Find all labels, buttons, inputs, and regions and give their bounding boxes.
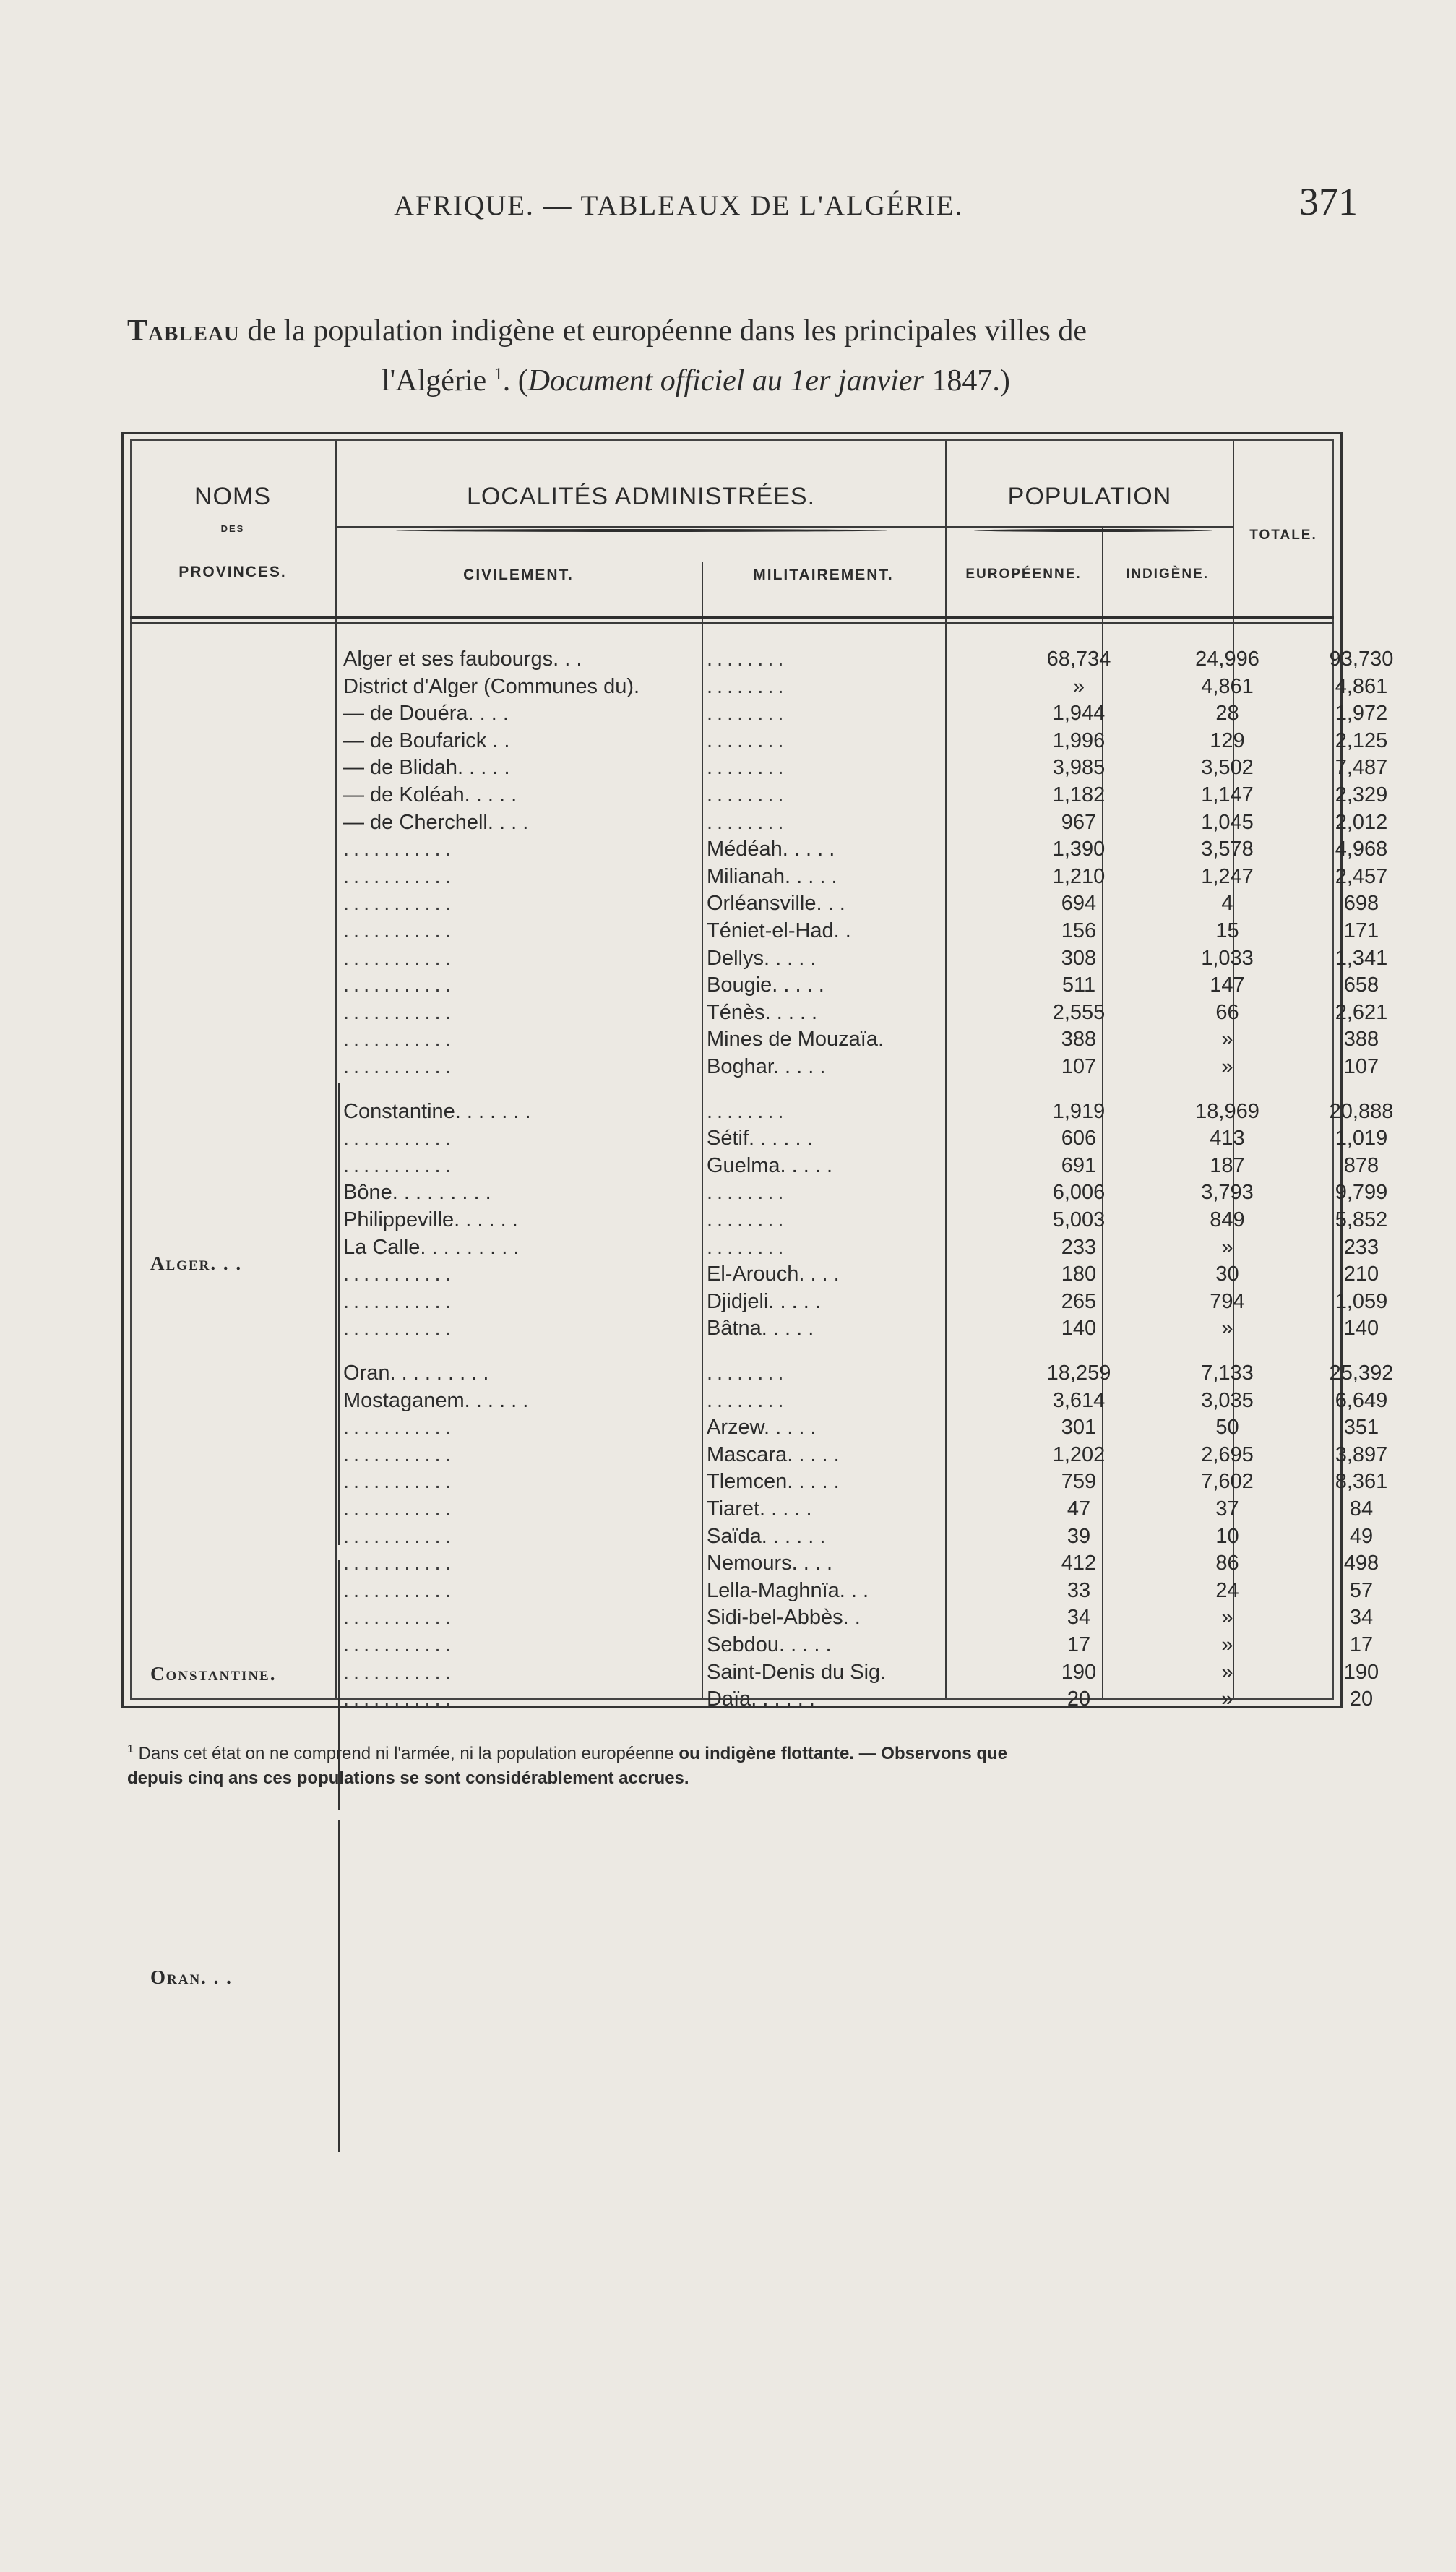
- cell-europeenne: 33: [1067, 1579, 1091, 1602]
- cell-indigene: 15: [1215, 919, 1239, 942]
- cell-civilement: Bône. . . . . . . . .: [343, 1181, 491, 1204]
- cell-europeenne: 6,006: [1052, 1181, 1106, 1204]
- cell-indigene: 28: [1215, 702, 1239, 725]
- table-row: [121, 1470, 1388, 1497]
- cell-europeenne: 691: [1061, 1154, 1097, 1177]
- cell-europeenne: 1,210: [1052, 865, 1106, 888]
- brace-oran: [338, 1820, 345, 2152]
- cell-civilement-dots: ...........: [343, 1028, 455, 1051]
- cell-indigene: »: [1221, 1236, 1233, 1259]
- table-row: [121, 892, 1379, 919]
- table-row: [121, 1661, 1379, 1687]
- cell-indigene: 3,035: [1201, 1389, 1254, 1412]
- header-localites: LOCALITÉS ADMINISTRÉES.: [466, 483, 816, 510]
- table-row: [121, 1263, 1379, 1289]
- table-row: [121, 1443, 1388, 1470]
- table-row: [121, 1389, 1388, 1416]
- cell-europeenne: 2,555: [1052, 1001, 1106, 1024]
- running-title: AFRIQUE. — TABLEAUX DE L'ALGÉRIE.: [394, 190, 964, 221]
- cell-totale: 210: [1343, 1263, 1379, 1286]
- cell-totale: 6,649: [1335, 1389, 1388, 1412]
- rule-header-bottom-thin: [130, 622, 1334, 624]
- cell-indigene: 413: [1210, 1127, 1245, 1150]
- table-row: [121, 756, 1388, 783]
- cell-indigene: »: [1221, 1661, 1233, 1684]
- cell-indigene: 129: [1210, 729, 1245, 752]
- cell-europeenne: 301: [1061, 1416, 1097, 1439]
- cell-militairement: Médéah. . . . .: [707, 838, 835, 861]
- table-row: [121, 1687, 1374, 1714]
- table-row: [121, 1236, 1379, 1263]
- cell-civilement-dots: ...........: [343, 1055, 455, 1078]
- title-line2-prefix: l'Algérie: [382, 364, 494, 397]
- cell-europeenne: 1,390: [1052, 838, 1106, 861]
- cell-indigene: 66: [1215, 1001, 1239, 1024]
- table-row: [121, 648, 1394, 674]
- cell-europeenne: 39: [1067, 1525, 1091, 1548]
- cell-civilement-dots: ...........: [343, 1290, 455, 1313]
- cell-indigene: »: [1221, 1633, 1233, 1656]
- page-number: 371: [1299, 180, 1358, 223]
- table-row: [121, 973, 1379, 1000]
- header-noms: NOMS: [194, 483, 271, 510]
- cell-indigene: »: [1221, 1687, 1233, 1711]
- header-militairement: MILITAIREMENT.: [753, 567, 894, 583]
- table-row: [121, 783, 1388, 810]
- cell-europeenne: 3,985: [1052, 756, 1106, 779]
- table-row: [121, 1055, 1379, 1082]
- cell-indigene: 3,502: [1201, 756, 1254, 779]
- cell-civilement-dots: ...........: [343, 1525, 455, 1548]
- table-row: [121, 1552, 1379, 1578]
- footnote-mark: 1: [127, 1743, 134, 1755]
- table-row: [121, 1154, 1379, 1181]
- title-line1: de la population indigène et européenne dans les principales villes de: [239, 314, 1087, 348]
- cell-indigene: 30: [1215, 1263, 1239, 1286]
- cell-indigene: 794: [1210, 1290, 1245, 1313]
- cell-totale: 2,125: [1335, 729, 1388, 752]
- cell-totale: 4,968: [1335, 838, 1388, 861]
- cell-militairement: Tlemcen. . . . .: [707, 1470, 840, 1493]
- cell-militairement: Orléansville. . .: [707, 892, 845, 915]
- cell-indigene: 4: [1221, 892, 1233, 915]
- table-row: [121, 865, 1388, 892]
- cell-totale: 25,392: [1329, 1362, 1394, 1385]
- cell-militairement: El-Arouch. . . .: [707, 1263, 840, 1286]
- cell-militairement: Nemours. . . .: [707, 1552, 833, 1575]
- cell-militairement: Sidi-bel-Abbès. .: [707, 1606, 861, 1629]
- cell-civilement-dots: ...........: [343, 1633, 455, 1656]
- cell-indigene: 7,133: [1201, 1362, 1254, 1385]
- table-row: [121, 919, 1379, 946]
- cell-indigene: 86: [1215, 1552, 1239, 1575]
- cell-militairement-dots: ........: [707, 729, 788, 752]
- cell-europeenne: 759: [1061, 1470, 1097, 1493]
- table-row: [121, 1579, 1374, 1606]
- cell-militairement: Ténès. . . . .: [707, 1001, 818, 1024]
- cell-civilement-dots: ...........: [343, 919, 455, 942]
- cell-totale: 3,897: [1335, 1443, 1388, 1466]
- cell-civilement-dots: ...........: [343, 838, 455, 861]
- cell-europeenne: »: [1072, 675, 1085, 698]
- cell-totale: 2,329: [1335, 783, 1388, 807]
- cell-indigene: »: [1221, 1028, 1233, 1051]
- cell-totale: 5,852: [1335, 1208, 1388, 1231]
- cell-militairement: Lella-Maghnïa. . .: [707, 1579, 869, 1602]
- cell-indigene: 24,996: [1195, 648, 1259, 671]
- cell-totale: 8,361: [1335, 1470, 1388, 1493]
- cell-europeenne: 190: [1061, 1661, 1097, 1684]
- cell-militairement-dots: ........: [707, 756, 788, 779]
- cell-totale: 658: [1343, 973, 1379, 997]
- cell-totale: 351: [1343, 1416, 1379, 1439]
- cell-indigene: 3,578: [1201, 838, 1254, 861]
- cell-indigene: 37: [1215, 1497, 1239, 1521]
- cell-europeenne: 1,202: [1052, 1443, 1106, 1466]
- cell-civilement-dots: ...........: [343, 1497, 455, 1521]
- cell-civilement-dots: ...........: [343, 1606, 455, 1629]
- cell-totale: 49: [1349, 1525, 1374, 1548]
- cell-totale: 1,972: [1335, 702, 1388, 725]
- cell-civilement: Oran. . . . . . . . .: [343, 1362, 489, 1385]
- province-alger: Alger. . .: [150, 1252, 243, 1274]
- cell-indigene: 1,045: [1201, 811, 1254, 834]
- cell-civilement-dots: ...........: [343, 1154, 455, 1177]
- cell-totale: 20: [1349, 1687, 1374, 1711]
- cell-civilement: — de Douéra. . . .: [343, 702, 509, 725]
- cell-europeenne: 1,944: [1052, 702, 1106, 725]
- cell-europeenne: 308: [1061, 947, 1097, 970]
- footnote: [127, 1737, 1348, 1791]
- cell-totale: 171: [1343, 919, 1379, 942]
- province-oran: Oran. . .: [150, 1966, 233, 1988]
- cell-totale: 57: [1349, 1579, 1374, 1602]
- table-row: [121, 675, 1388, 702]
- table-row: [121, 1127, 1388, 1153]
- cell-civilement-dots: ...........: [343, 1552, 455, 1575]
- cell-indigene: 849: [1210, 1208, 1245, 1231]
- cell-europeenne: 18,259: [1046, 1362, 1111, 1385]
- cell-indigene: 10: [1215, 1525, 1239, 1548]
- cell-civilement-dots: ...........: [343, 1661, 455, 1684]
- cell-totale: 107: [1343, 1055, 1379, 1078]
- cell-indigene: 7,602: [1201, 1470, 1254, 1493]
- cell-militairement: Bâtna. . . . .: [707, 1317, 814, 1340]
- cell-europeenne: 233: [1061, 1236, 1097, 1259]
- cell-europeenne: 20: [1067, 1687, 1091, 1711]
- cell-civilement: Constantine. . . . . . .: [343, 1100, 531, 1123]
- cell-civilement-dots: ...........: [343, 865, 455, 888]
- cell-totale: 1,341: [1335, 947, 1388, 970]
- cell-militairement: Djidjeli. . . . .: [707, 1290, 821, 1313]
- table-row: [121, 702, 1388, 728]
- cell-civilement-dots: ...........: [343, 1127, 455, 1150]
- rule-header-bottom: [130, 616, 1334, 619]
- cell-militairement-dots: ........: [707, 783, 788, 807]
- cell-militairement: Sebdou. . . . .: [707, 1633, 832, 1656]
- title-italic: Document officiel au 1er janvier: [527, 364, 924, 397]
- cell-europeenne: 156: [1061, 919, 1097, 942]
- cell-totale: 698: [1343, 892, 1379, 915]
- cell-militairement: Milianah. . . . .: [707, 865, 837, 888]
- cell-civilement: Alger et ses faubourgs. . .: [343, 648, 582, 671]
- cell-europeenne: 1,182: [1052, 783, 1106, 807]
- table-row: [121, 947, 1388, 973]
- cell-militairement: Guelma. . . . .: [707, 1154, 833, 1177]
- cell-europeenne: 1,919: [1052, 1100, 1106, 1123]
- cell-indigene: 187: [1210, 1154, 1245, 1177]
- cell-indigene: 24: [1215, 1579, 1239, 1602]
- cell-militairement-dots: ........: [707, 1208, 788, 1231]
- cell-civilement-dots: ...........: [343, 1263, 455, 1286]
- cell-civilement: — de Boufarick . .: [343, 729, 510, 752]
- cell-totale: 498: [1343, 1552, 1379, 1575]
- cell-europeenne: 967: [1061, 811, 1097, 834]
- table-row: [121, 1208, 1388, 1235]
- table-title: [127, 309, 1341, 403]
- header-population: POPULATION: [1007, 483, 1172, 510]
- cell-totale: 878: [1343, 1154, 1379, 1177]
- cell-indigene: 1,147: [1201, 783, 1254, 807]
- table-row: [121, 1525, 1374, 1552]
- table-row: [121, 1290, 1388, 1317]
- cell-totale: 1,019: [1335, 1127, 1388, 1150]
- cell-militairement-dots: ........: [707, 675, 788, 698]
- cell-indigene: »: [1221, 1317, 1233, 1340]
- province-constantine: Constantine.: [150, 1663, 277, 1685]
- cell-totale: 1,059: [1335, 1290, 1388, 1313]
- cell-europeenne: 180: [1061, 1263, 1097, 1286]
- cell-civilement-dots: ...........: [343, 1579, 455, 1602]
- table-row: [121, 1317, 1379, 1343]
- cell-indigene: 4,861: [1201, 675, 1254, 698]
- cell-totale: 2,457: [1335, 865, 1388, 888]
- table-row: [121, 838, 1388, 864]
- cell-europeenne: 17: [1067, 1633, 1091, 1656]
- cell-europeenne: 107: [1061, 1055, 1097, 1078]
- cell-totale: 9,799: [1335, 1181, 1388, 1204]
- cell-militairement: Bougie. . . . .: [707, 973, 824, 997]
- cell-civilement-dots: ...........: [343, 1416, 455, 1439]
- cell-civilement: Philippeville. . . . . .: [343, 1208, 518, 1231]
- header-localites-swash: [396, 529, 887, 532]
- cell-civilement: — de Blidah. . . . .: [343, 756, 510, 779]
- header-civilement: CIVILEMENT.: [463, 567, 574, 583]
- cell-militairement: Mines de Mouzaïa.: [707, 1028, 884, 1051]
- cell-totale: 190: [1343, 1661, 1379, 1684]
- title-year: 1847.): [923, 364, 1010, 397]
- cell-europeenne: 265: [1061, 1290, 1097, 1313]
- cell-militairement: Téniet-el-Had. .: [707, 919, 851, 942]
- cell-militairement: Mascara. . . . .: [707, 1443, 840, 1466]
- footnote-text: Dans cet état on ne comprend ni l'armée, ni la population européenne: [133, 1744, 679, 1763]
- cell-militairement: Daïa. . . . . .: [707, 1687, 815, 1711]
- cell-europeenne: 34: [1067, 1606, 1091, 1629]
- cell-totale: 388: [1343, 1028, 1379, 1051]
- cell-europeenne: 694: [1061, 892, 1097, 915]
- cell-totale: 84: [1349, 1497, 1374, 1521]
- cell-civilement: — de Koléah. . . . .: [343, 783, 517, 807]
- header-population-swash: [974, 529, 1212, 532]
- cell-militairement-dots: ........: [707, 702, 788, 725]
- header-provinces: PROVINCES.: [178, 564, 287, 580]
- table-row: [121, 1181, 1388, 1208]
- cell-europeenne: 47: [1067, 1497, 1091, 1521]
- table-row: [121, 1416, 1379, 1442]
- cell-totale: 233: [1343, 1236, 1379, 1259]
- cell-indigene: 1,033: [1201, 947, 1254, 970]
- header-des: DES: [220, 523, 245, 534]
- cell-militairement: Saïda. . . . . .: [707, 1525, 826, 1548]
- cell-militairement-dots: ........: [707, 811, 788, 834]
- cell-militairement-dots: ........: [707, 648, 788, 671]
- table-row: [121, 1362, 1394, 1388]
- cell-militairement-dots: ........: [707, 1362, 788, 1385]
- cell-civilement: District d'Alger (Communes du).: [343, 675, 640, 698]
- cell-civilement-dots: ...........: [343, 1443, 455, 1466]
- footnote-text-bold: ou indigène flottante. — Observons que: [679, 1744, 1008, 1763]
- cell-totale: 34: [1349, 1606, 1374, 1629]
- cell-militairement: Sétif. . . . . .: [707, 1127, 813, 1150]
- cell-civilement: Mostaganem. . . . . .: [343, 1389, 529, 1412]
- cell-europeenne: 68,734: [1046, 648, 1111, 671]
- cell-europeenne: 5,003: [1052, 1208, 1106, 1231]
- header-indigene: INDIGÈNE.: [1125, 567, 1210, 582]
- cell-militairement: Dellys. . . . .: [707, 947, 817, 970]
- cell-civilement: La Calle. . . . . . . . .: [343, 1236, 520, 1259]
- footnote-text-line2: depuis cinq ans ces populations se sont considérablement accrues.: [127, 1768, 689, 1788]
- header-europeenne: EUROPÉENNE.: [965, 567, 1082, 582]
- table-row: [121, 1100, 1394, 1127]
- cell-totale: 2,012: [1335, 811, 1388, 834]
- table-row: [121, 1001, 1388, 1028]
- cell-totale: 20,888: [1329, 1100, 1394, 1123]
- cell-europeenne: 1,996: [1052, 729, 1106, 752]
- cell-europeenne: 511: [1061, 973, 1096, 997]
- cell-militairement-dots: ........: [707, 1389, 788, 1412]
- cell-indigene: 3,793: [1201, 1181, 1254, 1204]
- title-paren: . (: [502, 364, 528, 397]
- table-row: [121, 1028, 1379, 1054]
- table-row: [121, 1633, 1374, 1660]
- cell-civilement: — de Cherchell. . . .: [343, 811, 529, 834]
- cell-militairement-dots: ........: [707, 1100, 788, 1123]
- cell-totale: 93,730: [1329, 648, 1394, 671]
- cell-civilement-dots: ...........: [343, 973, 455, 997]
- cell-civilement-dots: ...........: [343, 1317, 455, 1340]
- table-row: [121, 729, 1388, 756]
- cell-europeenne: 3,614: [1052, 1389, 1106, 1412]
- table-row: [121, 811, 1388, 838]
- title-note-mark: 1: [494, 365, 503, 384]
- cell-civilement-dots: ...........: [343, 1687, 455, 1711]
- cell-totale: 17: [1349, 1633, 1374, 1656]
- rule-group-population: [945, 526, 1234, 528]
- header-totale: TOTALE.: [1249, 528, 1317, 543]
- cell-indigene: 2,695: [1201, 1443, 1254, 1466]
- rule-group-localites: [335, 526, 947, 528]
- cell-totale: 4,861: [1335, 675, 1388, 698]
- cell-militairement: Boghar. . . . .: [707, 1055, 826, 1078]
- cell-indigene: 1,247: [1201, 865, 1254, 888]
- cell-militairement-dots: ........: [707, 1236, 788, 1259]
- cell-indigene: »: [1221, 1606, 1233, 1629]
- table-row: [121, 1606, 1374, 1633]
- cell-europeenne: 606: [1061, 1127, 1097, 1150]
- cell-civilement-dots: ...........: [343, 1001, 455, 1024]
- cell-civilement-dots: ...........: [343, 892, 455, 915]
- cell-militairement: Tiaret. . . . .: [707, 1497, 812, 1521]
- cell-militairement: Saint-Denis du Sig.: [707, 1661, 887, 1684]
- cell-totale: 7,487: [1335, 756, 1388, 779]
- cell-europeenne: 412: [1061, 1552, 1097, 1575]
- cell-totale: 140: [1343, 1317, 1379, 1340]
- cell-civilement-dots: ...........: [343, 1470, 455, 1493]
- cell-indigene: »: [1221, 1055, 1233, 1078]
- cell-europeenne: 140: [1061, 1317, 1097, 1340]
- cell-civilement-dots: ...........: [343, 947, 455, 970]
- cell-militairement: Arzew. . . . .: [707, 1416, 817, 1439]
- cell-indigene: 18,969: [1195, 1100, 1259, 1123]
- table-row: [121, 1497, 1374, 1524]
- cell-indigene: 147: [1210, 973, 1245, 997]
- cell-europeenne: 388: [1061, 1028, 1097, 1051]
- cell-indigene: 50: [1215, 1416, 1239, 1439]
- cell-militairement-dots: ........: [707, 1181, 788, 1204]
- cell-totale: 2,621: [1335, 1001, 1388, 1024]
- title-lead: Tableau: [127, 314, 240, 348]
